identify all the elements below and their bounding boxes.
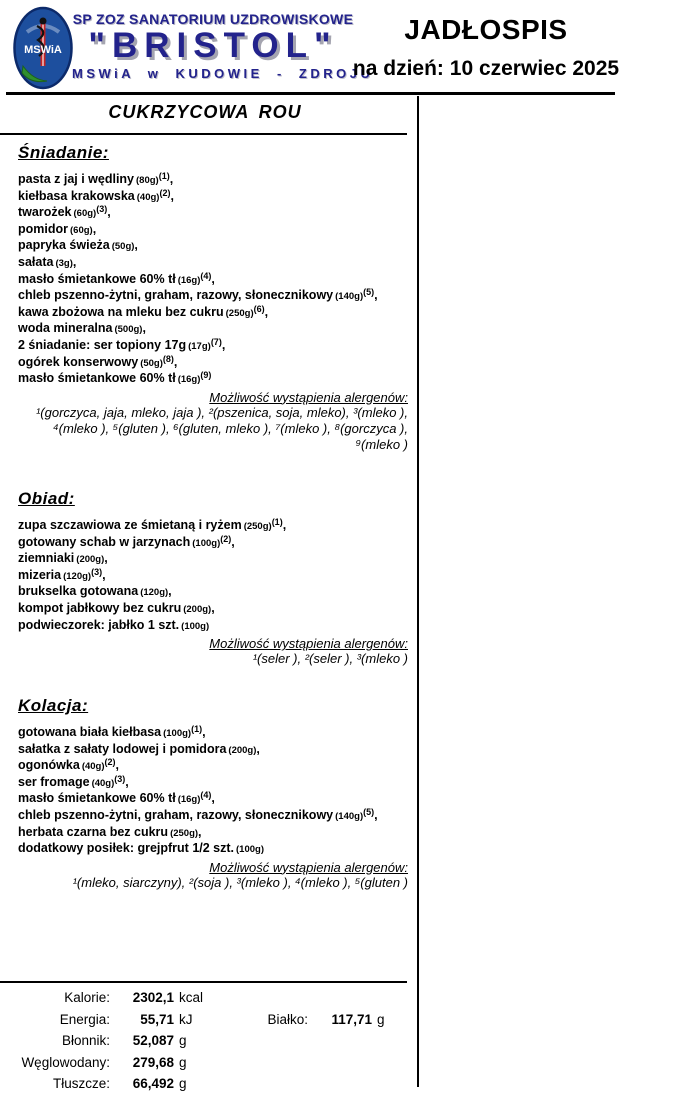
nutrition-row (0, 1030, 410, 1052)
menu-item-name: woda mineralna (18, 321, 113, 336)
menu-item (18, 618, 408, 635)
section-heading-kolacja: Kolacja: (18, 696, 89, 715)
nutrition-value: 2302,1 (132, 990, 174, 1005)
sniadanie-items (18, 172, 408, 388)
menu-item-name: herbata czarna bez cukru (18, 824, 169, 839)
menu-item-quantity: (50g) (140, 357, 163, 369)
menu-item-name: masło śmietankowe 60% tł (18, 371, 176, 386)
nutrition-row (0, 1052, 410, 1074)
menu-item-name: papryka świeża (18, 238, 110, 253)
menu-item: papryka świeża (50g), (18, 238, 138, 253)
menu-item: kiełbasa krakowska $(40g)^{(2)}$, (18, 187, 174, 203)
mswia-logo (13, 6, 73, 90)
diet-title-divider (0, 133, 407, 135)
nutrition-unit: kJ (179, 1011, 193, 1027)
menu-item: brukselka gotowana (120g), (18, 584, 172, 599)
menu-item-name: mizeria (18, 567, 62, 582)
menu-item-quantity: (60g) (70, 224, 93, 236)
nutrition-value: 55,71 (140, 1011, 174, 1027)
menu-item-name: 2 śniadanie: ser topiony 17g (18, 337, 187, 352)
nutrition-value: 52,087 (132, 1033, 174, 1048)
menu-item-name: ser fromage (18, 774, 90, 789)
menu-item: pasta z jaj i wędliny $(80g)^{(1)}$, (18, 171, 174, 186)
allergen-list-kolacja: ¹(mleko, siarczyny), ²(soja ), ³(mleko ), ⁴(mleko ), ⁵(gluten ) (72, 874, 408, 890)
menu-item: 2 śniadanie: ser topiony 17g $(17g)^{(7)}$, (18, 336, 226, 352)
menu-item-quantity: (250g) (225, 307, 254, 319)
menu-item-quantity: (140g) (335, 810, 364, 822)
document-title: JADŁOSPIS (404, 14, 568, 45)
nutrition-row (0, 987, 410, 1009)
menu-item-quantity: (17g) (188, 340, 211, 352)
nutrition-unit: g (179, 1054, 187, 1070)
menu-item-quantity: (120g) (63, 570, 92, 582)
menu-item-name: podwieczorek: jabłko 1 szt. (18, 617, 180, 632)
nutrition-value: 279,68 (132, 1054, 174, 1070)
menu-item: herbata czarna bez cukru (250g), (18, 824, 202, 839)
allergen-heading-kolacja: Możliwość wystąpienia alergenów: (209, 859, 408, 875)
menu-item-name: masło śmietankowe 60% tł (18, 791, 176, 806)
menu-item: masło śmietankowe 60% tł $(16g)^{(4)}$, (18, 270, 215, 286)
menu-item-name: kawa zbożowa na mleku bez cukru (18, 304, 224, 319)
menu-item-name: masło śmietankowe 60% tł (18, 271, 176, 286)
nutrition-summary (0, 981, 410, 1095)
menu-item-quantity: (250g) (243, 521, 272, 532)
nutrition-unit: g (179, 1076, 187, 1091)
nutrition-unit: kcal (179, 990, 204, 1005)
section-obiad (18, 489, 408, 667)
menu-item-quantity: (100g) (163, 728, 192, 739)
brand-name: "BRISTOL" (88, 26, 338, 65)
nutrition-bialko (233, 1009, 385, 1031)
menu-item: ogonówka $(40g)^{(2)}$, (18, 757, 119, 773)
menu-item: ziemniaki (200g), (18, 551, 108, 566)
nutrition-unit: g (377, 1012, 385, 1027)
section-sniadanie (18, 143, 408, 453)
logo-text: MSWiA (24, 44, 62, 56)
menu-item: pomidor (60g), (18, 221, 97, 236)
menu-item-name: ziemniaki (18, 551, 75, 566)
allergen-ref: (8) (162, 353, 174, 364)
nutrition-label: Kalorie: (64, 990, 110, 1005)
menu-item-quantity: (50g) (111, 241, 135, 253)
header-divider (6, 92, 615, 95)
menu-item: ogórek konserwowy $(50g)^{(8)}$, (18, 353, 178, 369)
menu-item-name: dodatkowy posiłek: grejpfrut 1/2 szt. (18, 841, 235, 856)
organization-block (72, 11, 374, 81)
section-heading-obiad: Obiad: (18, 489, 75, 508)
allergen-heading-obiad: Możliwość wystąpienia alergenów: (209, 636, 408, 652)
menu-item-quantity: (3g) (55, 257, 73, 269)
menu-item-quantity: (40g) (81, 761, 105, 773)
obiad-items (18, 518, 408, 634)
menu-item-quantity: (200g) (228, 744, 257, 756)
menu-item-quantity: (120g) (140, 587, 169, 599)
menu-item (18, 841, 408, 858)
section-kolacja (18, 696, 408, 891)
menu-item: chleb pszenno-żytni, graham, razowy, słonecznikowy $(140g)^{(5)}$, (18, 287, 378, 303)
menu-item-quantity: (60g) (73, 208, 97, 220)
menu-item: woda mineralna (500g), (18, 321, 146, 336)
allergen-list-sniadanie: ¹(gorczyca, jaja, mleko, jaja ), ²(pszenica, soja, mleko), ³(mleko ), ⁴(mleko ), ⁵(gluten ), ⁶(gluten, mleko ), ⁷(mleko ), ⁸(gorczyca ), ⁹(mleko ) (35, 404, 408, 452)
allergen-ref: (2) (220, 533, 232, 544)
menu-item-quantity: (100g) (181, 620, 210, 632)
nutrition-rows (0, 987, 410, 1095)
menu-item-name: gotowana biała kiełbasa (18, 725, 162, 739)
nutrition-divider (0, 981, 407, 983)
menu-item-name: chleb pszenno-żytni, graham, razowy, słonecznikowy (18, 288, 334, 303)
allergen-ref: (7) (210, 336, 222, 347)
kolacja-items (18, 725, 408, 858)
menu-item-name: twarożek (18, 205, 72, 220)
allergen-ref: (3) (114, 773, 126, 784)
column-divider (417, 96, 419, 1087)
document-header (352, 14, 620, 81)
section-heading-sniadanie: Śniadanie: (18, 143, 109, 162)
menu-item: gotowana biała kiełbasa $(100g)^{(1)}$, (18, 724, 206, 739)
allergen-ref: (5) (363, 287, 375, 298)
allergen-ref: (3) (91, 566, 103, 577)
menu-item (18, 371, 408, 388)
allergen-ref: (2) (159, 187, 171, 198)
allergen-ref: (6) (253, 303, 265, 314)
allergen-ref: (1) (191, 724, 203, 734)
menu-item-name: brukselka gotowana (18, 584, 139, 599)
menu-item: twarożek $(60g)^{(3)}$, (18, 204, 111, 220)
org-name-line: SP ZOZ SANATORIUM UZDROWISKOWE (72, 11, 354, 27)
menu-item-name: gotowany schab w jarzynach (18, 534, 191, 549)
menu-item: zupa szczawiowa ze śmietaną i ryżem $(250g)^{(1)}$, (18, 517, 287, 532)
menu-item-quantity: (200g) (76, 554, 105, 566)
nutrition-value: 66,492 (132, 1076, 174, 1091)
menu-item-quantity: (40g) (136, 191, 160, 203)
allergen-ref: (1) (271, 517, 283, 527)
diet-title: CUKRZYCOWA ROU (108, 102, 302, 122)
allergen-ref: (2) (104, 757, 116, 768)
menu-item: mizeria $(120g)^{(3)}$, (18, 566, 106, 582)
menu-item-quantity: (16g) (177, 794, 201, 806)
menu-item: gotowany schab w jarzynach $(100g)^{(2)}$, (18, 533, 235, 549)
menu-item-quantity: (16g) (177, 374, 201, 386)
menu-item-name: kiełbasa krakowska (18, 188, 135, 203)
menu-item-quantity: (100g) (236, 844, 264, 856)
allergen-ref: (3) (96, 204, 108, 215)
menu-item-name: kompot jabłkowy bez cukru (18, 600, 182, 615)
menu-item: sałata (3g), (18, 254, 77, 269)
menu-item: masło śmietankowe 60% tł $(16g)^{(4)}$, (18, 790, 215, 806)
nutrition-row (0, 1073, 410, 1095)
org-location-line: MSWiA w KUDOWIE - ZDROJU (72, 66, 374, 81)
nutrition-label: Węglowodany: (21, 1054, 110, 1070)
menu-item-name: sałatka z sałaty lodowej i pomidora (18, 741, 227, 756)
nutrition-label: Tłuszcze: (52, 1076, 110, 1091)
menu-item: sałatka z sałaty lodowej i pomidora (200g), (18, 741, 260, 756)
allergen-ref: (5) (363, 806, 375, 817)
menu-item-quantity: (100g) (192, 537, 221, 549)
menu-item-name: pomidor (18, 221, 68, 236)
nutrition-unit: g (179, 1033, 187, 1048)
menu-item: kawa zbożowa na mleku bez cukru $(250g)^{(6)}$, (18, 303, 269, 319)
menu-item-quantity: (200g) (183, 603, 212, 615)
menu-item-name: ogórek konserwowy (18, 354, 139, 369)
allergen-ref: (1) (158, 171, 170, 181)
menu-item-quantity: (16g) (177, 274, 201, 286)
allergen-ref: (9) (200, 370, 212, 381)
nutrition-label: Energia: (59, 1011, 110, 1027)
nutrition-value: 117,71 (331, 1012, 372, 1027)
menu-item-quantity: (140g) (335, 291, 364, 303)
document-date: na dzień: 10 czerwiec 2025 (352, 57, 620, 80)
allergen-list-obiad: ¹(seler ), ²(seler ), ³(mleko ) (252, 651, 408, 667)
menu-item: chleb pszenno-żytni, graham, razowy, słonecznikowy $(140g)^{(5)}$, (18, 806, 378, 822)
menu-item: kompot jabłkowy bez cukru (200g), (18, 600, 215, 615)
menu-item-quantity: (40g) (91, 777, 115, 789)
menu-item-name: sałata (18, 254, 54, 269)
nutrition-label: Błonnik: (61, 1033, 110, 1048)
menu-item-quantity: (500g) (114, 324, 143, 336)
allergen-ref: (4) (200, 790, 212, 801)
nutrition-label: Białko: (267, 1012, 308, 1027)
menu-item-name: chleb pszenno-żytni, graham, razowy, słonecznikowy (18, 807, 334, 822)
menu-item: ser fromage $(40g)^{(3)}$, (18, 773, 129, 789)
allergen-heading-sniadanie: Możliwość wystąpienia alergenów: (209, 389, 408, 405)
menu-item-name: ogonówka (18, 758, 80, 773)
menu-item-quantity: (80g) (136, 175, 159, 186)
allergen-ref: (4) (200, 270, 212, 281)
menu-item-name: zupa szczawiowa ze śmietaną i ryżem (18, 518, 242, 532)
menu-item-name: pasta z jaj i wędliny (18, 172, 135, 186)
menu-item-quantity: (250g) (170, 827, 199, 839)
mswia-logo-badge (13, 6, 73, 90)
